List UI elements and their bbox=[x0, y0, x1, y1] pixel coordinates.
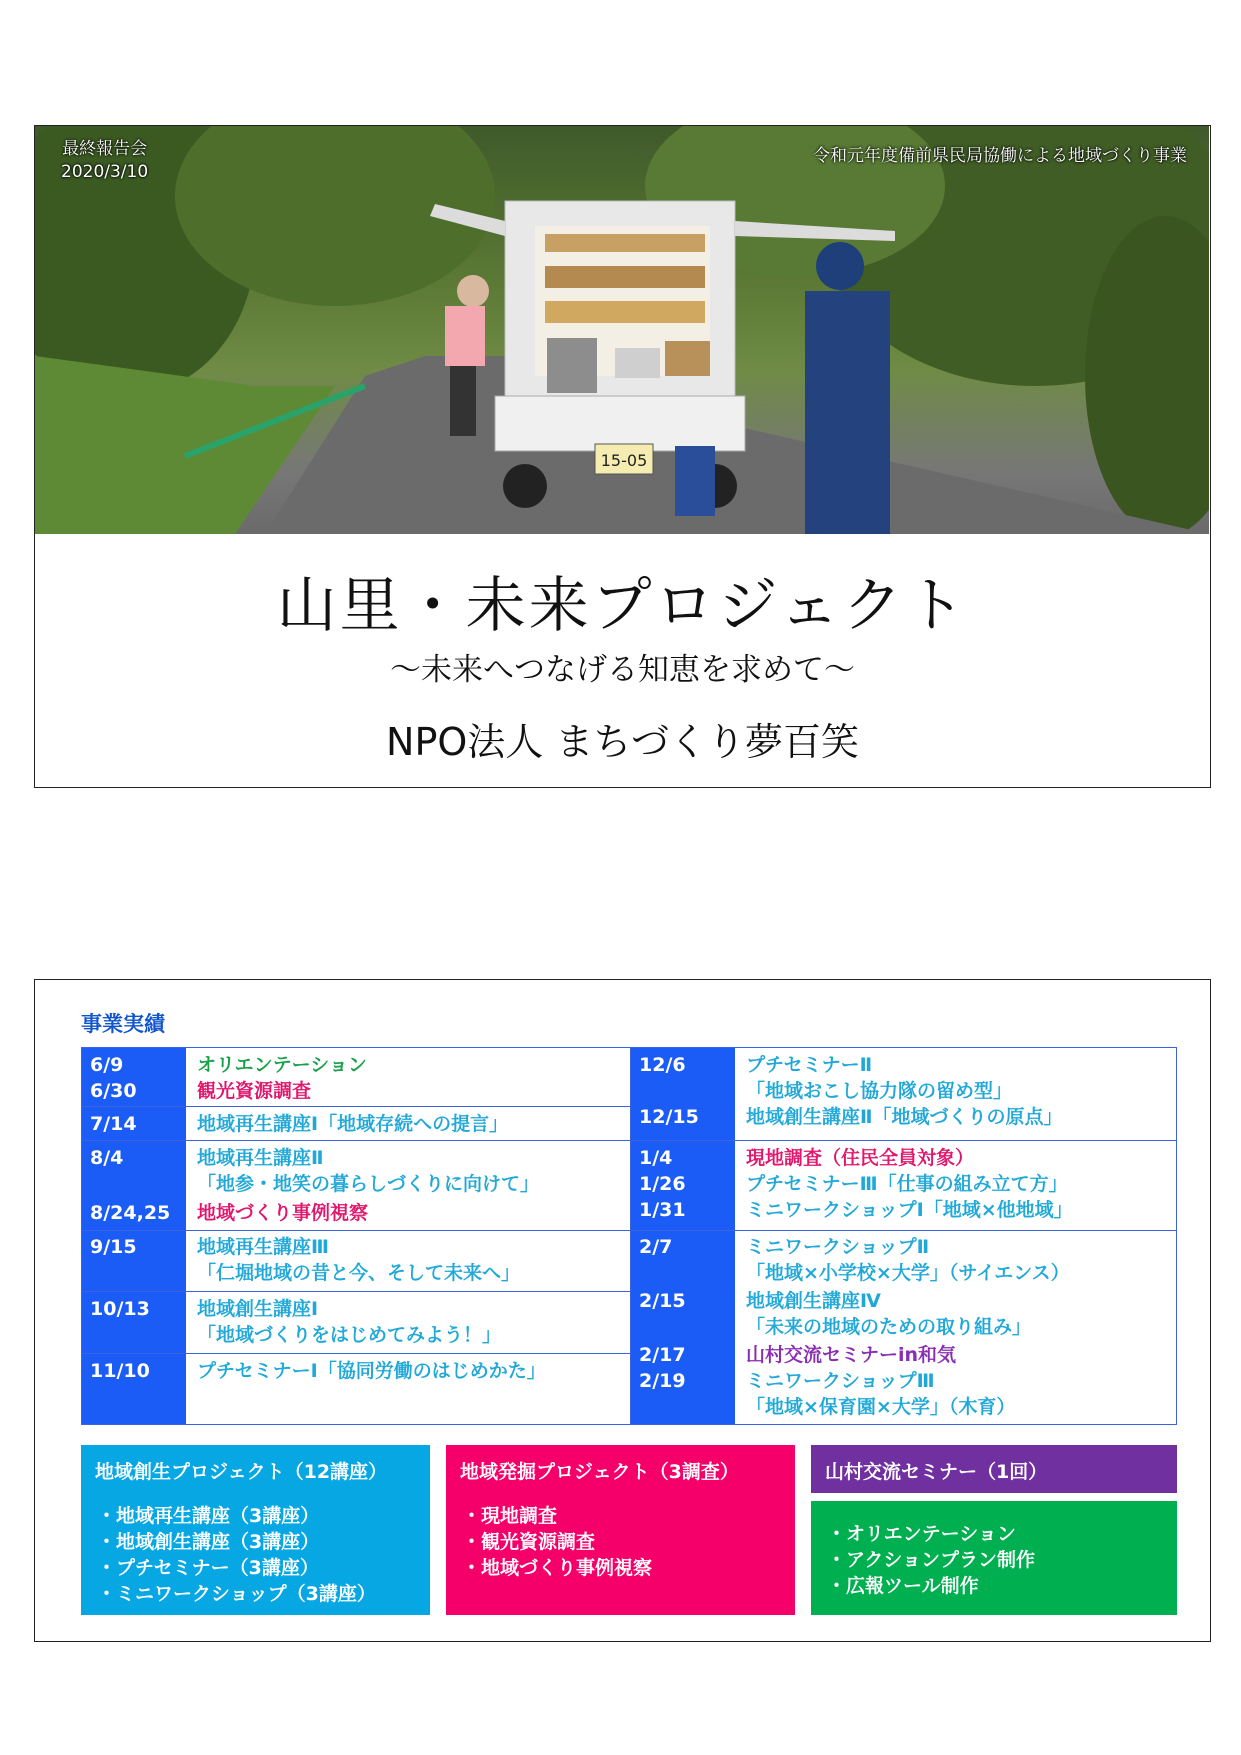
schedule-event: ミニワークショップⅢ bbox=[746, 1370, 935, 1392]
mobile-shop-truck-photo bbox=[35, 126, 1209, 534]
row-divider bbox=[82, 1230, 630, 1231]
summary-item: ・アクションプラン制作 bbox=[827, 1549, 1036, 1571]
schedule-event: 「仁堀地域の昔と今、そして未来へ」 bbox=[197, 1262, 521, 1284]
schedule-date: 12/15 bbox=[639, 1106, 699, 1128]
row-divider bbox=[631, 1140, 1176, 1141]
schedule-table-right bbox=[630, 1047, 1177, 1425]
summary-list bbox=[827, 1521, 1035, 1599]
schedule-date: 2/7 bbox=[639, 1236, 673, 1258]
schedule-date: 6/30 bbox=[90, 1080, 137, 1102]
summary-title: 地域創生プロジェクト（12講座） bbox=[95, 1461, 388, 1483]
summary-item: ・広報ツール制作 bbox=[827, 1575, 979, 1597]
schedule-event: 現地調査（住民全員対象） bbox=[746, 1147, 975, 1169]
regional-creation-summary bbox=[81, 1445, 430, 1615]
summary-item: ・地域づくり事例視察 bbox=[462, 1557, 653, 1579]
schedule-date: 8/4 bbox=[90, 1147, 124, 1169]
schedule-event: ミニワークショップⅡ bbox=[746, 1236, 930, 1258]
results-slide bbox=[34, 979, 1211, 1642]
row-divider bbox=[82, 1291, 630, 1292]
schedule-date: 11/10 bbox=[90, 1360, 150, 1382]
summary-list bbox=[462, 1503, 652, 1581]
mountain-exchange-title-box bbox=[811, 1445, 1177, 1493]
license-plate: 15-05 bbox=[600, 451, 648, 470]
schedule-event: 観光資源調査 bbox=[197, 1080, 312, 1102]
schedule-event: 「地域づくりをはじめてみよう！」 bbox=[197, 1324, 502, 1346]
schedule-event: 「地域×小学校×大学」（サイエンス） bbox=[746, 1262, 1070, 1284]
schedule-event: プチセミナーⅡ bbox=[746, 1054, 873, 1076]
organization-name: NPO法人 まちづくり夢百笑 bbox=[386, 720, 859, 764]
schedule-event: オリエンテーション bbox=[197, 1054, 367, 1076]
program-name: 令和元年度備前県民局協働による地域づくり事業 bbox=[813, 146, 1187, 166]
mountain-exchange-summary bbox=[811, 1501, 1177, 1615]
cover-photo bbox=[35, 126, 1209, 534]
summary-item: ・地域再生講座（3講座） bbox=[97, 1505, 320, 1527]
schedule-date: 1/4 bbox=[639, 1147, 673, 1169]
schedule-date: 2/17 bbox=[639, 1344, 686, 1366]
schedule-date: 1/31 bbox=[639, 1199, 686, 1221]
summary-item: ・オリエンテーション bbox=[827, 1523, 1016, 1545]
schedule-event: 地域再生講座Ⅲ bbox=[197, 1236, 329, 1258]
schedule-date: 10/13 bbox=[90, 1298, 150, 1320]
meeting-info bbox=[61, 138, 148, 184]
summary-item: ・ミニワークショップ（3講座） bbox=[97, 1583, 376, 1605]
summary-title: 地域発掘プロジェクト（3調査） bbox=[460, 1461, 739, 1483]
regional-discovery-summary bbox=[446, 1445, 795, 1615]
project-subtitle: 〜未来へつなげる知恵を求めて〜 bbox=[390, 652, 855, 688]
schedule-event: 山村交流セミナーin和気 bbox=[746, 1344, 957, 1366]
schedule-event: 「地参・地笑の暮らしづくりに向けて」 bbox=[197, 1173, 540, 1195]
row-divider bbox=[631, 1230, 1176, 1231]
row-divider bbox=[82, 1106, 630, 1107]
summary-item: ・地域創生講座（3講座） bbox=[97, 1531, 320, 1553]
slide-heading: 事業実績 bbox=[81, 1012, 165, 1036]
schedule-date: 6/9 bbox=[90, 1054, 124, 1076]
schedule-event: 地域創生講座Ⅱ「地域づくりの原点」 bbox=[746, 1106, 1063, 1128]
schedule-date: 1/26 bbox=[639, 1173, 686, 1195]
schedule-event: プチセミナーⅢ「仕事の組み立て方」 bbox=[746, 1173, 1068, 1195]
summary-item: ・現地調査 bbox=[462, 1505, 558, 1527]
schedule-date: 7/14 bbox=[90, 1113, 137, 1135]
schedule-event: 地域創生講座Ⅳ bbox=[746, 1290, 881, 1312]
schedule-event: 「未来の地域のための取り組み」 bbox=[746, 1316, 1032, 1338]
schedule-table-left bbox=[81, 1047, 631, 1425]
schedule-date: 9/15 bbox=[90, 1236, 137, 1258]
schedule-date: 2/19 bbox=[639, 1370, 686, 1392]
schedule-event: ミニワークショップⅠ「地域×他地域」 bbox=[746, 1199, 1073, 1221]
schedule-event: 地域再生講座Ⅰ「地域存続への提言」 bbox=[197, 1113, 509, 1135]
meeting-date: 2020/3/10 bbox=[61, 161, 149, 182]
schedule-event: 地域創生講座Ⅰ bbox=[197, 1298, 319, 1320]
summary-item: ・観光資源調査 bbox=[462, 1531, 596, 1553]
title-slide bbox=[34, 125, 1211, 788]
schedule-event: 地域づくり事例視察 bbox=[197, 1202, 369, 1224]
schedule-date: 2/15 bbox=[639, 1290, 686, 1312]
schedule-date: 8/24,25 bbox=[90, 1202, 171, 1224]
row-divider bbox=[82, 1140, 630, 1141]
schedule-event: 「地域×保育園×大学」（木育） bbox=[746, 1396, 1016, 1418]
schedule-event: 地域再生講座Ⅱ bbox=[197, 1147, 324, 1169]
summary-title: 山村交流セミナー（1回） bbox=[825, 1461, 1048, 1483]
project-title: 山里・未来プロジェクト bbox=[276, 571, 969, 641]
summary-item: ・プチセミナー（3講座） bbox=[97, 1557, 319, 1579]
schedule-event: 「地域おこし協力隊の留め型」 bbox=[746, 1080, 1013, 1102]
schedule-date: 12/6 bbox=[639, 1054, 686, 1076]
meeting-label: 最終報告会 bbox=[62, 139, 148, 159]
schedule-event: プチセミナーⅠ「協同労働のはじめかた」 bbox=[197, 1360, 546, 1382]
row-divider bbox=[82, 1353, 630, 1354]
summary-list bbox=[97, 1503, 376, 1607]
